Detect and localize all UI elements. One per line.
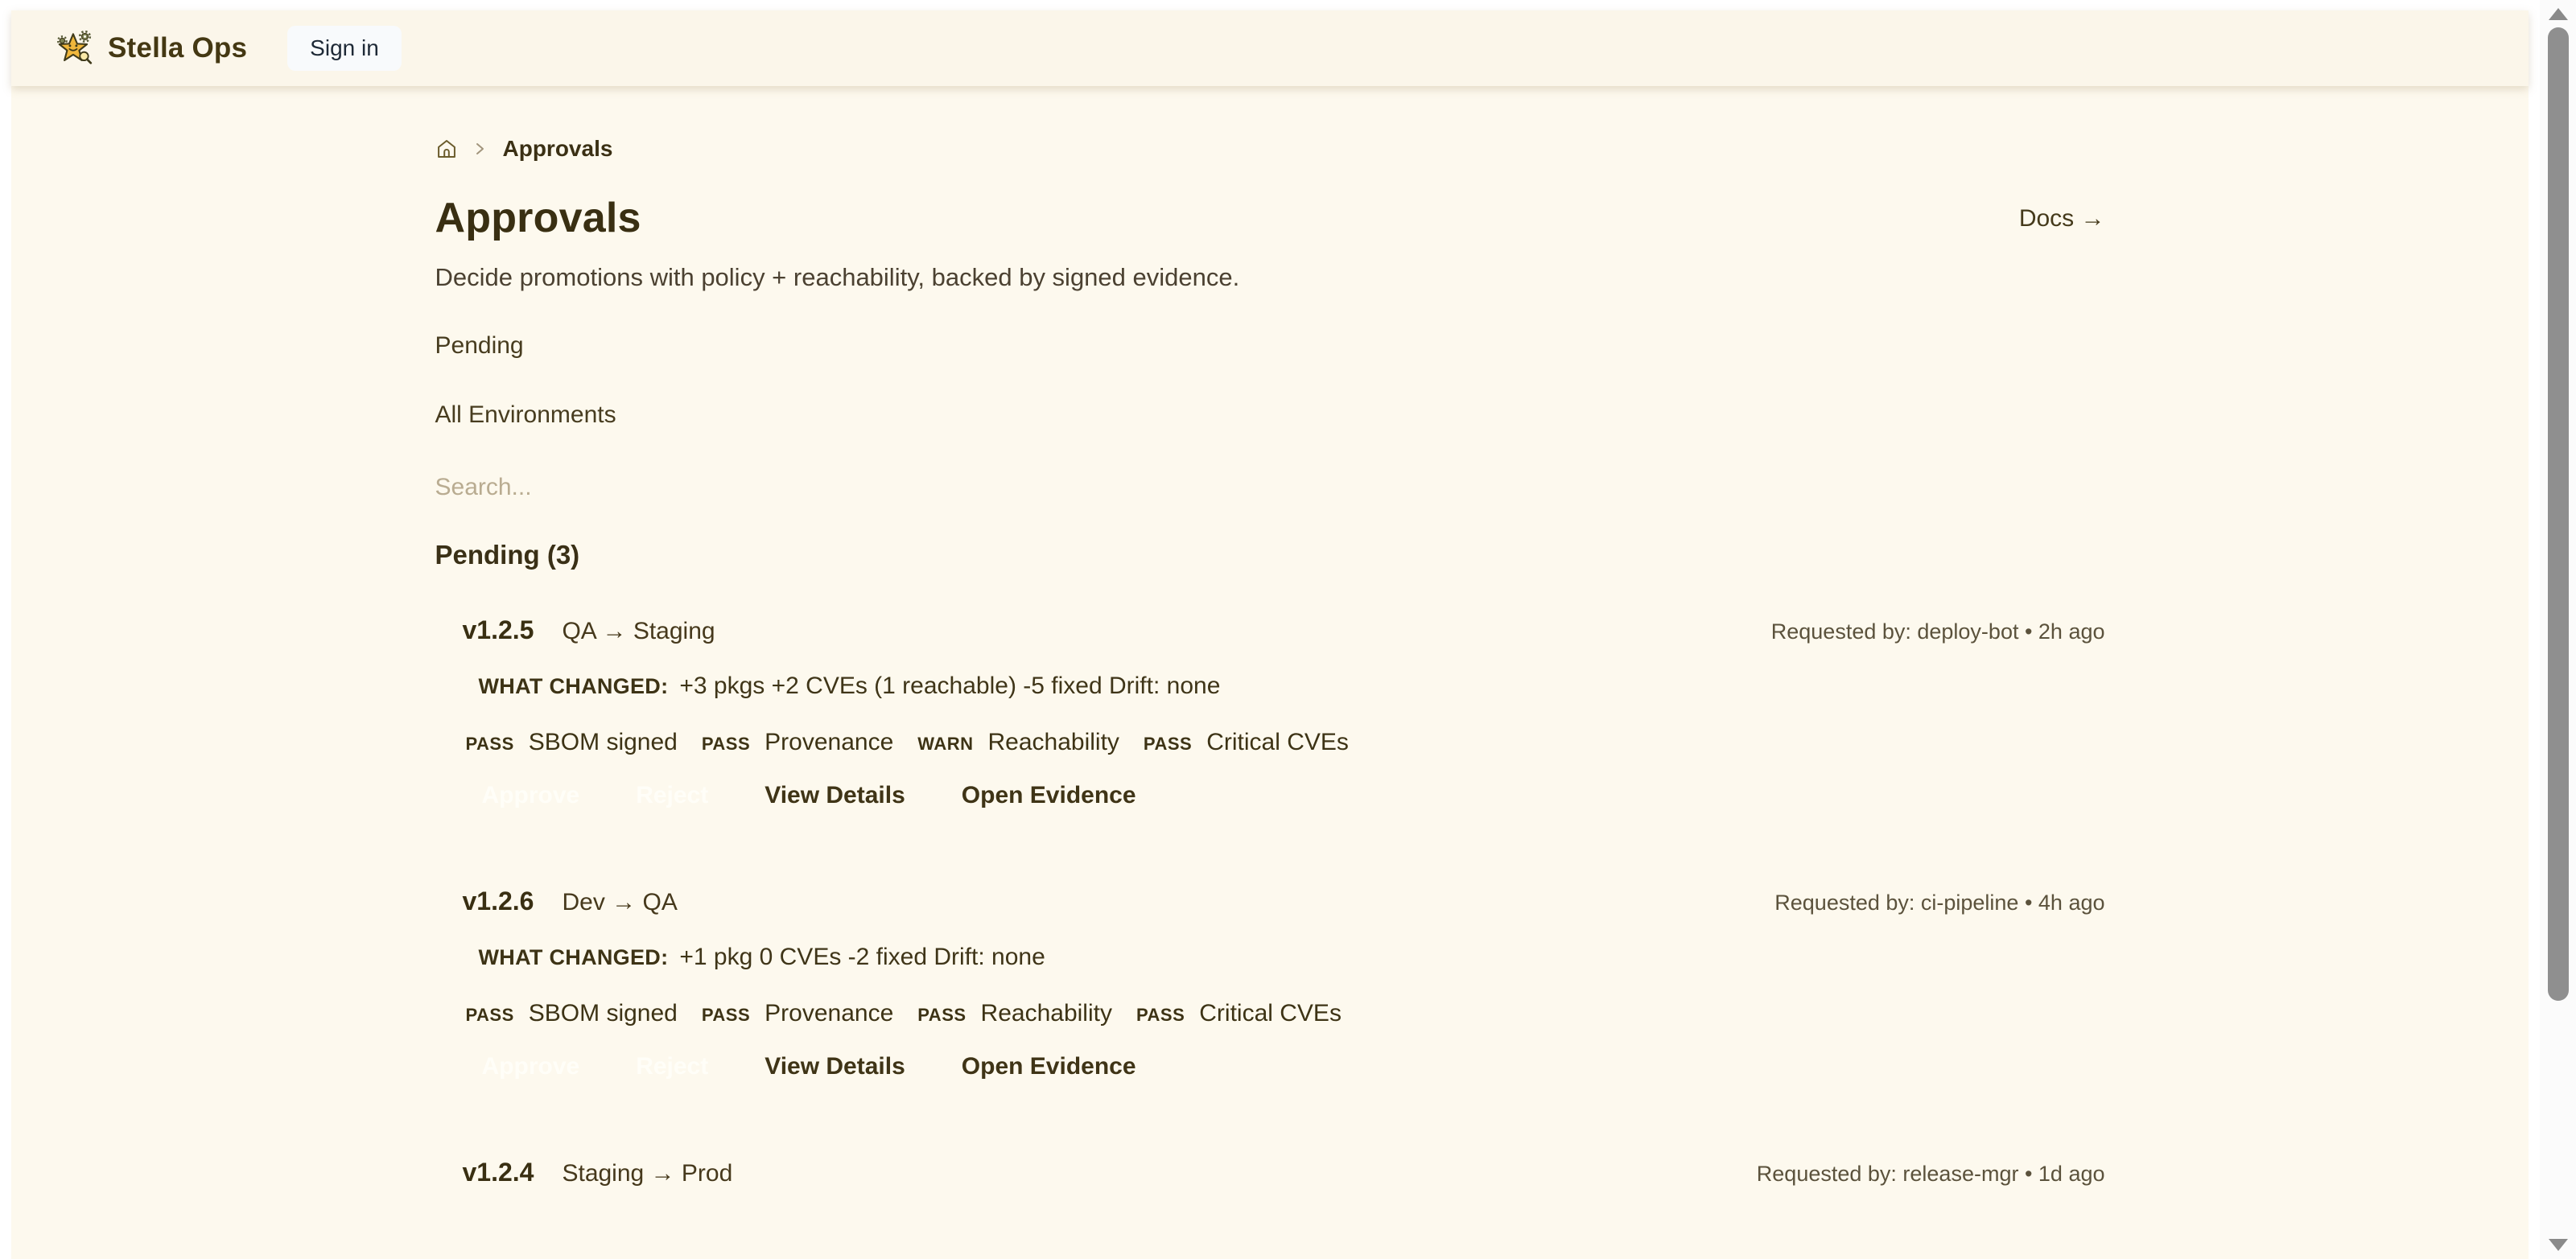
page-subtitle: Decide promotions with policy + reachability, backed by signed evidence. [435,263,1240,291]
check-status-badge: PASS [465,734,514,754]
approval-card [435,887,2105,1080]
check-critical-cves [1136,1000,1342,1027]
scroll-down-arrow-icon[interactable] [2549,1239,2568,1251]
vertical-scrollbar[interactable] [2540,0,2576,1259]
breadcrumb-current: Approvals [502,136,613,161]
policy-checks [463,729,2105,756]
chevron-right-icon [474,139,487,158]
requested-by: Requested by: release-mgr • 1d ago [1756,1162,2105,1186]
release-version: v1.2.4 [462,1158,534,1187]
check-label: Reachability [987,729,1119,755]
view-details-button[interactable]: View Details [765,1053,905,1080]
reject-button[interactable]: Reject [636,782,709,808]
check-label: Provenance [765,729,894,755]
check-sbom [466,1000,678,1027]
search-input[interactable] [435,471,854,504]
check-status-badge: PASS [917,1005,967,1025]
sign-in-button[interactable]: Sign in [287,26,402,71]
what-changed-label: WHAT CHANGED: [478,945,669,969]
check-provenance [702,1000,893,1027]
reject-button[interactable]: Reject [636,1053,709,1080]
app-sheet [11,10,2529,1259]
brand[interactable] [55,28,247,68]
pending-section-heading: Pending (3) [435,540,580,570]
check-reachability [917,1000,1112,1027]
home-icon[interactable] [435,138,458,160]
environment-filter-select[interactable]: All Environments [435,401,616,428]
requested-by: Requested by: deploy-bot • 2h ago [1770,619,2105,644]
what-changed-label: WHAT CHANGED: [478,674,669,698]
check-status-badge: PASS [701,734,751,754]
check-label: SBOM signed [528,729,678,755]
approval-card [435,1158,2105,1187]
check-label: Provenance [765,1000,894,1027]
card-actions [463,782,2105,809]
policy-checks [463,1000,2105,1027]
open-evidence-button[interactable]: Open Evidence [961,1053,1136,1080]
release-version: v1.2.6 [462,887,534,915]
what-changed-summary: +3 pkgs +2 CVEs (1 reachable) -5 fixed Drift: none [679,673,1221,699]
main-content [11,86,2529,1187]
check-provenance [702,729,893,756]
promotion-path: Staging → Prod [562,1160,733,1187]
open-evidence-button[interactable]: Open Evidence [961,782,1136,808]
page-title: Approvals [435,195,641,241]
requested-by: Requested by: ci-pipeline • 4h ago [1774,891,2105,915]
check-label: SBOM signed [528,1000,678,1027]
top-header [11,10,2529,86]
check-status-badge: PASS [1136,1005,1185,1025]
approval-card [435,615,2105,809]
check-sbom [466,729,678,756]
approve-button[interactable]: Approve [481,782,580,808]
release-version: v1.2.5 [462,615,534,644]
star-mascot-icon [55,28,95,68]
check-label: Critical CVEs [1206,729,1349,755]
check-reachability [917,729,1119,756]
check-label: Critical CVEs [1199,1000,1342,1027]
promotion-path: QA → Staging [562,618,715,644]
check-status-badge: PASS [1143,734,1193,754]
scroll-up-arrow-icon[interactable] [2549,8,2568,20]
what-changed-summary: +1 pkg 0 CVEs -2 fixed Drift: none [679,944,1045,970]
status-filter-select[interactable]: Pending [435,332,524,359]
check-status-badge: WARN [917,734,974,754]
check-label: Reachability [980,1000,1112,1027]
approve-button[interactable]: Approve [481,1053,580,1080]
check-critical-cves [1144,729,1349,756]
promotion-path: Dev → QA [562,889,678,915]
check-status-badge: PASS [465,1005,514,1025]
brand-name: Stella Ops [108,32,248,64]
scrollbar-thumb[interactable] [2548,27,2569,1001]
view-details-button[interactable]: View Details [765,782,905,808]
card-actions [463,1053,2105,1080]
filter-bar [435,332,2105,504]
breadcrumb [435,136,2105,162]
check-status-badge: PASS [701,1005,751,1025]
docs-link[interactable]: Docs → [2018,205,2105,232]
